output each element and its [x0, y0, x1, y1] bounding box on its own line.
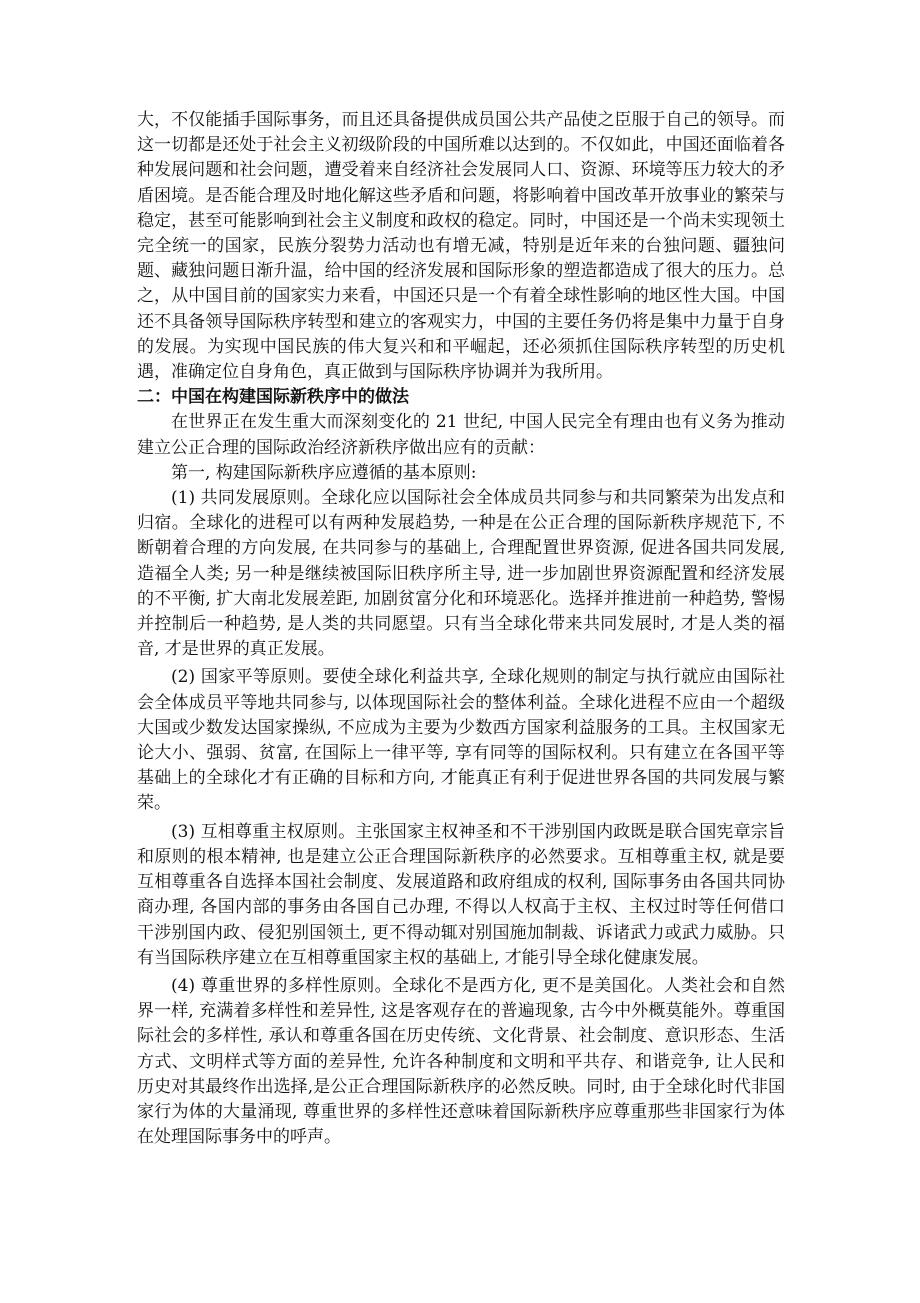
section-heading: 二：中国在构建国际新秩序中的做法	[137, 387, 409, 408]
first-point-paragraph: 第一, 构建国际新秩序应遵循的基本原则:	[171, 462, 477, 483]
principle-4-paragraph: (4) 尊重世界的多样性原则。全球化不是西方化, 更不是美国化。人类社会和自然界一样, 充满着多样性和差异性, 这是客观存在的普遍现象, 古今中外概莫能外。尊重国际社会的多样性, 承认和尊重各国在历史传统、文化背景、社会制度、意识形态、生活方式、文明样式等方面的差异性, 允许各种制度和文明和平共存、和谐竞争, 让人民和历史对其最终作出选择,是公正合理国际新秩序的必然反映。同时, 由于全球化时代非国家行为体的大量涌现, 尊重世界的多样性还意味着国际新秩序应尊重那些非国家行为体在处理国际事务中的呼声。	[137, 975, 785, 1148]
principle-1-paragraph: (1) 共同发展原则。全球化应以国际社会全体成员共同参与和共同繁荣为出发点和归宿。全球化的进程可以有两种发展趋势, 一种是在公正合理的国际新秩序规范下, 不断朝着合理的方向发展, 在共同参与的基础上, 合理配置世界资源, 促进各国共同发展, 造福全人类; 另一种是继续被国际旧秩序所主导, 进一步加剧世界资源配置和经济发展的不平衡, 扩大南北发展差距, 加剧贫富分化和环境恶化。选择并推进前一种趋势, 警惕并控制后一种趋势, 是人类的共同愿望。只有当全球化带来共同发展时, 才是人类的福音, 才是世界的真正发展。	[137, 488, 785, 660]
principle-2-paragraph: (2) 国家平等原则。要使全球化利益共享, 全球化规则的制定与执行就应由国际社会全体成员平等地共同参与, 以体现国际社会的整体利益。全球化进程不应由一个超级大国或少数发达国家操纵, 不应成为主要为少数西方国家利益服务的工具。主权国家无论大小、强弱、贫富, 在国际上一律平等, 享有同等的国际权利。只有建立在各国平等基础上的全球化才有正确的目标和方向, 才能真正有利于促进世界各国的共同发展与繁荣。	[137, 667, 785, 814]
principle-3-paragraph: (3) 互相尊重主权原则。主张国家主权神圣和不干涉别国内政既是联合国宪章宗旨和原则的根本精神, 也是建立公正合理国际新秩序的必然要求。互相尊重主权, 就是要互相尊重各自选择本国社会制度、发展道路和政府组成的权利, 国际事务由各国共同协商办理, 各国内部的事务由各国自己办理, 不得以人权高于主权、主权过时等任何借口干涉别国内政、侵犯别国领土, 更不得动辄对别国施加制裁、诉诸武力或武力威胁。只有当国际秩序建立在互相尊重国家主权的基础上, 才能引导全球化健康发展。	[137, 821, 785, 968]
section-intro-paragraph: 在世界正在发生重大而深刻变化的 21 世纪, 中国人民完全有理由也有义务为推动建立公正合理的国际政治经济新秩序做出应有的贡献：	[137, 412, 785, 458]
document-page	[137, 108, 785, 1150]
intro-paragraph: 大，不仅能插手国际事务，而且还具备提供成员国公共产品使之臣服于自己的领导。而这一切都是还处于社会主义初级阶段的中国所难以达到的。不仅如此，中国还面临着各种发展问题和社会问题，遭受着来自经济社会发展同人口、资源、环境等压力较大的矛盾困境。是否能合理及时地化解这些矛盾和问题，将影响着中国改革开放事业的繁荣与稳定，甚至可能影响到社会主义制度和政权的稳定。同时，中国还是一个尚未实现领土完全统一的国家，民族分裂势力活动也有增无减，特别是近年来的台独问题、疆独问题、藏独问题日渐升温，给中国的经济发展和国际形象的塑造都造成了很大的压力。总之，从中国目前的国家实力来看，中国还只是一个有着全球性影响的地区性大国。中国还不具备领导国际秩序转型和建立的客观实力，中国的主要任务仍将是集中力量于自身的发展。为实现中国民族的伟大复兴和和平崛起，还必须抓住国际秩序转型的历史机遇，准确定位自身角色，真正做到与国际秩序协调并为我所用。	[137, 110, 785, 383]
